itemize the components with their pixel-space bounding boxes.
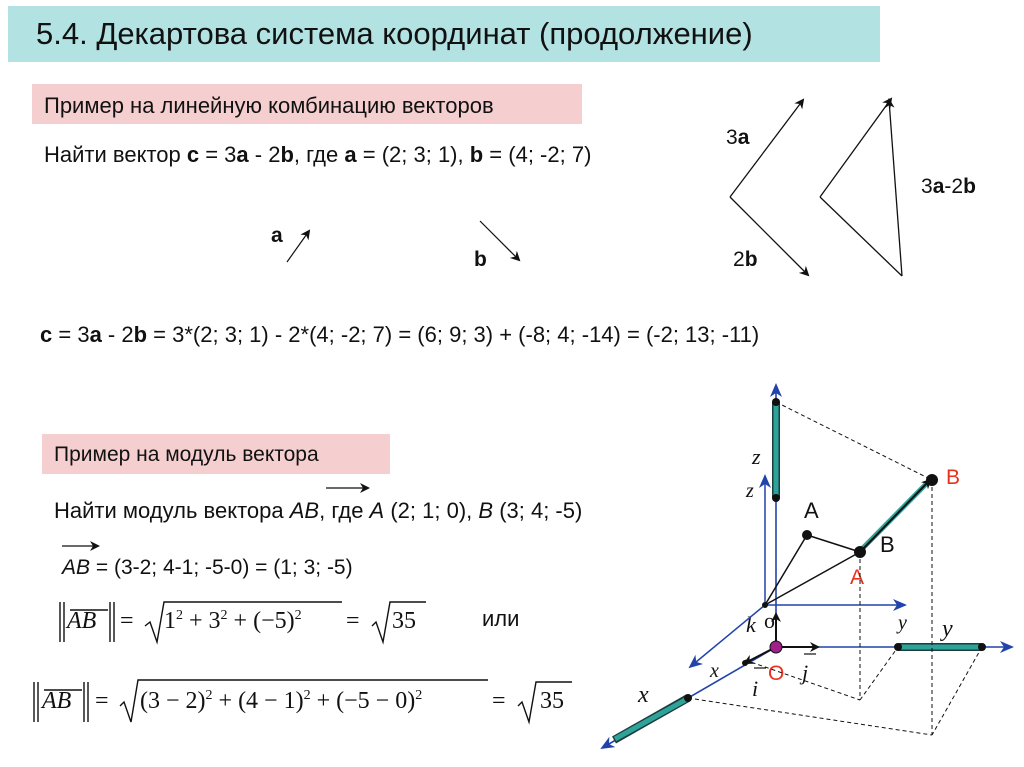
vector-a-label: a — [271, 224, 283, 247]
y-big-label: y — [942, 616, 953, 642]
formula1-eq: = — [120, 608, 134, 634]
point-b-outer-dot — [926, 474, 938, 486]
example1-task: Найти вектор c = 3a - 2b, где a = (2; 3; 1), b = (4; -2; 7) — [44, 142, 592, 167]
point-inner-origin — [762, 602, 768, 608]
formula2-eq2: = — [492, 688, 506, 714]
vector-b-arrow — [480, 221, 519, 260]
i-label: i — [752, 676, 759, 701]
formula1-ab: AB — [67, 608, 97, 634]
origin-dot — [770, 641, 782, 653]
origin-o-small-label: o — [764, 608, 775, 633]
vector-b-label: b — [474, 248, 487, 271]
vector-3a-2b-arrow — [889, 100, 902, 276]
page-title: 5.4. Декартова система координат (продолжение) — [36, 16, 753, 51]
formula2-eq: = — [95, 688, 109, 714]
j-label: j — [802, 660, 809, 685]
point-a-black-label: A — [804, 498, 819, 523]
example1-heading: Пример на линейную комбинацию векторов — [44, 93, 494, 118]
or-label: или — [482, 606, 520, 631]
origin-O-label: O — [768, 662, 785, 685]
point-b-dot — [854, 546, 866, 558]
point-b-black-label: B — [880, 532, 895, 557]
vector-ab-outer — [860, 480, 930, 552]
formula2-result: 35 — [540, 688, 564, 714]
formula1-result: 35 — [392, 608, 416, 634]
y-small-label: y — [898, 612, 907, 634]
vector-ab — [807, 535, 860, 552]
point-x-dot — [684, 694, 692, 702]
teal-segments — [614, 402, 982, 740]
label-3a-2b: 3a-2b — [921, 175, 976, 198]
formula2-radicand: $(3 - 2)^2 + (4 - 1)^2 + (-5 - 0)^2$ — [140, 688, 423, 714]
vector-oa — [765, 535, 807, 605]
point-z-top-dot — [772, 398, 780, 406]
point-a-red-label: A — [850, 566, 865, 589]
z-upper-label: z — [752, 444, 761, 469]
point-y2-dot — [978, 643, 986, 651]
point-b-red-label: B — [946, 466, 961, 489]
vector-a-arrow — [287, 231, 309, 262]
label-3a: 3a — [726, 126, 750, 149]
vector-3a-arrow — [730, 100, 803, 197]
point-y-dot — [894, 643, 902, 651]
formula1-radicand: $1^2 + 3^2 + (-5)^2$ — [164, 608, 302, 634]
vector-3a-copy-arrow — [820, 99, 891, 197]
vector-2b-copy-line — [820, 197, 902, 276]
z-lower-label: z — [746, 480, 754, 502]
x-big-label: x — [638, 682, 649, 708]
x-small-label: x — [710, 660, 719, 682]
vector-ob — [765, 552, 860, 605]
example2-task: Найти модуль вектора AB, где A (2; 1; 0), B (3; 4; -5) — [54, 498, 583, 523]
example2-heading: Пример на модуль вектора — [54, 443, 319, 466]
vector-2b-arrow — [730, 197, 808, 275]
point-a-dot — [802, 530, 812, 540]
formula2-ab: AB — [42, 688, 72, 714]
example1-solution: c = 3a - 2b = 3*(2; 3; 1) - 2*(4; -2; 7) = (6; 9; 3) + (-8; 4; -14) = (-2; 13; -11) — [40, 322, 760, 347]
point-z-mid-dot — [772, 494, 780, 502]
example2-vector-line: AB = (3-2; 4-1; -5-0) = (1; 3; -5) — [62, 556, 353, 579]
dashed-guides — [688, 402, 982, 735]
formula2-radical — [34, 680, 572, 722]
k-label: k — [746, 612, 756, 637]
label-2b: 2b — [733, 248, 758, 271]
point-x2-dot — [742, 660, 748, 666]
formula1-eq2: = — [346, 608, 360, 634]
formula1-radical — [60, 602, 426, 642]
